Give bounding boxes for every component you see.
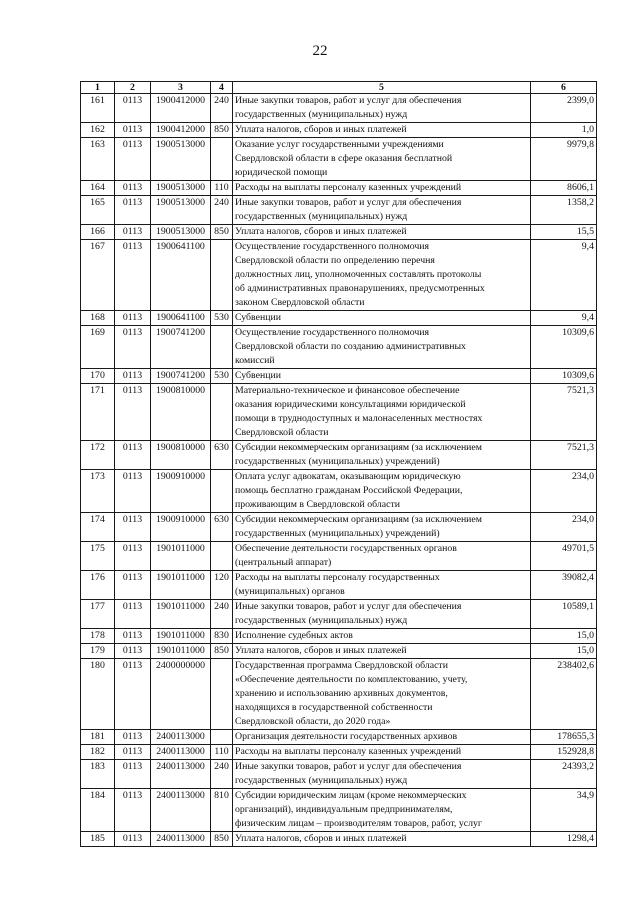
table-row <box>81 730 597 745</box>
table-row <box>81 311 597 326</box>
section-code-cell: 0113 <box>115 644 151 659</box>
expense-type-cell <box>211 384 233 441</box>
row-number-cell: 174 <box>81 513 115 542</box>
table-row <box>81 326 597 369</box>
table-row <box>81 789 597 832</box>
section-code-cell: 0113 <box>115 326 151 369</box>
table-row <box>81 196 597 225</box>
row-number-cell: 170 <box>81 369 115 384</box>
target-article-cell: 2400000000 <box>151 659 211 730</box>
amount-cell: 9,4 <box>531 240 597 311</box>
expense-type-cell: 810 <box>211 789 233 832</box>
expense-type-cell <box>211 138 233 181</box>
table-body <box>81 94 597 847</box>
amount-cell: 1298,4 <box>531 832 597 847</box>
section-code-cell: 0113 <box>115 369 151 384</box>
section-code-cell: 0113 <box>115 181 151 196</box>
target-article-cell: 1900412000 <box>151 94 211 123</box>
amount-cell: 7521,3 <box>531 441 597 470</box>
item-name-cell: Осуществление государственного полномочия Свердловской области по созданию административных комиссий <box>233 326 531 369</box>
section-code-cell: 0113 <box>115 832 151 847</box>
item-name-cell: Субсидии юридическим лицам (кроме некоммерческих организаций), индивидуальным предпринимателям, физическим лицам – производителям товаров, работ, услуг <box>233 789 531 832</box>
item-name-cell: Оказание услуг государственными учреждениями Свердловской области в сфере оказания бесплатной юридической помощи <box>233 138 531 181</box>
amount-cell: 1358,2 <box>531 196 597 225</box>
expense-type-cell <box>211 240 233 311</box>
section-code-cell: 0113 <box>115 542 151 571</box>
item-name-cell: Уплата налогов, сборов и иных платежей <box>233 832 531 847</box>
section-code-cell: 0113 <box>115 659 151 730</box>
row-number-cell: 169 <box>81 326 115 369</box>
table-row <box>81 138 597 181</box>
section-code-cell: 0113 <box>115 513 151 542</box>
amount-cell: 8606,1 <box>531 181 597 196</box>
item-name-cell: Уплата налогов, сборов и иных платежей <box>233 225 531 240</box>
item-name-cell: Расходы на выплаты персоналу казенных учреждений <box>233 745 531 760</box>
expense-type-cell <box>211 542 233 571</box>
column-header: 1 <box>81 82 115 94</box>
row-number-cell: 180 <box>81 659 115 730</box>
amount-cell: 238402,6 <box>531 659 597 730</box>
item-name-cell: Уплата налогов, сборов и иных платежей <box>233 644 531 659</box>
section-code-cell: 0113 <box>115 240 151 311</box>
amount-cell: 1,0 <box>531 123 597 138</box>
target-article-cell: 1900810000 <box>151 441 211 470</box>
amount-cell: 2399,0 <box>531 94 597 123</box>
table-row <box>81 745 597 760</box>
row-number-cell: 181 <box>81 730 115 745</box>
expense-type-cell <box>211 659 233 730</box>
table-row <box>81 542 597 571</box>
page-number: 22 <box>312 43 328 59</box>
table-row <box>81 384 597 441</box>
item-name-cell: Иные закупки товаров, работ и услуг для обеспечения государственных (муниципальных) нужд <box>233 94 531 123</box>
column-header: 5 <box>233 82 531 94</box>
item-name-cell: Обеспечение деятельности государственных органов (центральный аппарат) <box>233 542 531 571</box>
expense-type-cell <box>211 470 233 513</box>
expense-type-cell: 530 <box>211 311 233 326</box>
target-article-cell: 1901011000 <box>151 571 211 600</box>
row-number-cell: 177 <box>81 600 115 629</box>
target-article-cell: 1900910000 <box>151 513 211 542</box>
row-number-cell: 161 <box>81 94 115 123</box>
expense-type-cell: 110 <box>211 745 233 760</box>
table-row <box>81 571 597 600</box>
section-code-cell: 0113 <box>115 94 151 123</box>
row-number-cell: 182 <box>81 745 115 760</box>
target-article-cell: 1900910000 <box>151 470 211 513</box>
row-number-cell: 184 <box>81 789 115 832</box>
column-header: 4 <box>211 82 233 94</box>
target-article-cell: 1900641100 <box>151 240 211 311</box>
amount-cell: 178655,3 <box>531 730 597 745</box>
table-row <box>81 760 597 789</box>
section-code-cell: 0113 <box>115 138 151 181</box>
target-article-cell: 2400113000 <box>151 745 211 760</box>
amount-cell: 10309,6 <box>531 369 597 384</box>
amount-cell: 15,5 <box>531 225 597 240</box>
target-article-cell: 1900513000 <box>151 181 211 196</box>
column-header: 2 <box>115 82 151 94</box>
target-article-cell: 2400113000 <box>151 789 211 832</box>
amount-cell: 9,4 <box>531 311 597 326</box>
row-number-cell: 168 <box>81 311 115 326</box>
column-header: 6 <box>531 82 597 94</box>
table-row <box>81 470 597 513</box>
section-code-cell: 0113 <box>115 225 151 240</box>
amount-cell: 7521,3 <box>531 384 597 441</box>
target-article-cell: 2400113000 <box>151 832 211 847</box>
amount-cell: 49701,5 <box>531 542 597 571</box>
amount-cell: 152928,8 <box>531 745 597 760</box>
target-article-cell: 1900741200 <box>151 369 211 384</box>
row-number-cell: 175 <box>81 542 115 571</box>
section-code-cell: 0113 <box>115 600 151 629</box>
header-row <box>81 82 597 94</box>
target-article-cell: 1901011000 <box>151 600 211 629</box>
row-number-cell: 171 <box>81 384 115 441</box>
amount-cell: 10589,1 <box>531 600 597 629</box>
row-number-cell: 167 <box>81 240 115 311</box>
amount-cell: 9979,8 <box>531 138 597 181</box>
expense-type-cell: 630 <box>211 441 233 470</box>
table-row <box>81 94 597 123</box>
budget-table <box>80 81 597 847</box>
item-name-cell: Оплата услуг адвокатам, оказывающим юридическую помощь бесплатно гражданам Российской Федерации, проживающим в Свердловской области <box>233 470 531 513</box>
target-article-cell: 1900810000 <box>151 384 211 441</box>
target-article-cell: 2400113000 <box>151 760 211 789</box>
table-row <box>81 181 597 196</box>
expense-type-cell: 850 <box>211 123 233 138</box>
section-code-cell: 0113 <box>115 571 151 600</box>
table-row <box>81 225 597 240</box>
item-name-cell: Расходы на выплаты персоналу государственных (муниципальных) органов <box>233 571 531 600</box>
item-name-cell: Иные закупки товаров, работ и услуг для обеспечения государственных (муниципальных) нужд <box>233 196 531 225</box>
item-name-cell: Расходы на выплаты персоналу казенных учреждений <box>233 181 531 196</box>
amount-cell: 39082,4 <box>531 571 597 600</box>
expense-type-cell: 630 <box>211 513 233 542</box>
expense-type-cell: 830 <box>211 629 233 644</box>
item-name-cell: Иные закупки товаров, работ и услуг для обеспечения государственных (муниципальных) нужд <box>233 760 531 789</box>
section-code-cell: 0113 <box>115 629 151 644</box>
target-article-cell: 1901011000 <box>151 644 211 659</box>
table-row <box>81 659 597 730</box>
item-name-cell: Иные закупки товаров, работ и услуг для обеспечения государственных (муниципальных) нужд <box>233 600 531 629</box>
amount-cell: 234,0 <box>531 513 597 542</box>
row-number-cell: 179 <box>81 644 115 659</box>
amount-cell: 234,0 <box>531 470 597 513</box>
row-number-cell: 178 <box>81 629 115 644</box>
amount-cell: 10309,6 <box>531 326 597 369</box>
section-code-cell: 0113 <box>115 745 151 760</box>
expense-type-cell <box>211 730 233 745</box>
row-number-cell: 164 <box>81 181 115 196</box>
row-number-cell: 166 <box>81 225 115 240</box>
item-name-cell: Субсидии некоммерческим организациям (за исключением государственных (муниципальных) учреждений) <box>233 441 531 470</box>
table-row <box>81 644 597 659</box>
target-article-cell: 1901011000 <box>151 629 211 644</box>
table-row <box>81 832 597 847</box>
target-article-cell: 1900513000 <box>151 225 211 240</box>
item-name-cell: Исполнение судебных актов <box>233 629 531 644</box>
expense-type-cell: 240 <box>211 94 233 123</box>
item-name-cell: Государственная программа Свердловской области «Обеспечение деятельности по комплектованию, учету, хранению и использованию архивных документов, находящихся в государственной собственности Свердловской области, до 2020 года» <box>233 659 531 730</box>
amount-cell: 15,0 <box>531 644 597 659</box>
target-article-cell: 1901011000 <box>151 542 211 571</box>
section-code-cell: 0113 <box>115 311 151 326</box>
item-name-cell: Субвенции <box>233 311 531 326</box>
expense-type-cell: 240 <box>211 760 233 789</box>
row-number-cell: 172 <box>81 441 115 470</box>
expense-type-cell: 120 <box>211 571 233 600</box>
row-number-cell: 165 <box>81 196 115 225</box>
item-name-cell: Осуществление государственного полномочия Свердловской области по определению перечня должностных лиц, уполномоченных составлять протоколы об административных правонарушениях, предусмотренных законом Свердловской области <box>233 240 531 311</box>
amount-cell: 15,0 <box>531 629 597 644</box>
expense-type-cell: 110 <box>211 181 233 196</box>
section-code-cell: 0113 <box>115 123 151 138</box>
row-number-cell: 173 <box>81 470 115 513</box>
table-row <box>81 513 597 542</box>
table-row <box>81 123 597 138</box>
expense-type-cell <box>211 326 233 369</box>
item-name-cell: Субвенции <box>233 369 531 384</box>
expense-type-cell: 850 <box>211 832 233 847</box>
table-row <box>81 240 597 311</box>
section-code-cell: 0113 <box>115 441 151 470</box>
target-article-cell: 1900412000 <box>151 123 211 138</box>
item-name-cell: Организация деятельности государственных архивов <box>233 730 531 745</box>
section-code-cell: 0113 <box>115 196 151 225</box>
section-code-cell: 0113 <box>115 470 151 513</box>
target-article-cell: 1900741200 <box>151 326 211 369</box>
expense-type-cell: 240 <box>211 600 233 629</box>
target-article-cell: 1900641100 <box>151 311 211 326</box>
row-number-cell: 162 <box>81 123 115 138</box>
expense-type-cell: 530 <box>211 369 233 384</box>
target-article-cell: 1900513000 <box>151 196 211 225</box>
column-header: 3 <box>151 82 211 94</box>
row-number-cell: 185 <box>81 832 115 847</box>
table-row <box>81 369 597 384</box>
table-row <box>81 600 597 629</box>
amount-cell: 24393,2 <box>531 760 597 789</box>
amount-cell: 34,9 <box>531 789 597 832</box>
item-name-cell: Уплата налогов, сборов и иных платежей <box>233 123 531 138</box>
expense-type-cell: 850 <box>211 225 233 240</box>
section-code-cell: 0113 <box>115 760 151 789</box>
row-number-cell: 176 <box>81 571 115 600</box>
item-name-cell: Материально-техническое и финансовое обеспечение оказания юридическими консультациями юридической помощи в труднодоступных и малонаселенных местностях Свердловской области <box>233 384 531 441</box>
expense-type-cell: 850 <box>211 644 233 659</box>
target-article-cell: 1900513000 <box>151 138 211 181</box>
section-code-cell: 0113 <box>115 789 151 832</box>
section-code-cell: 0113 <box>115 730 151 745</box>
target-article-cell: 2400113000 <box>151 730 211 745</box>
expense-type-cell: 240 <box>211 196 233 225</box>
row-number-cell: 183 <box>81 760 115 789</box>
section-code-cell: 0113 <box>115 384 151 441</box>
row-number-cell: 163 <box>81 138 115 181</box>
table-row <box>81 629 597 644</box>
table-row <box>81 441 597 470</box>
item-name-cell: Субсидии некоммерческим организациям (за исключением государственных (муниципальных) учреждений) <box>233 513 531 542</box>
